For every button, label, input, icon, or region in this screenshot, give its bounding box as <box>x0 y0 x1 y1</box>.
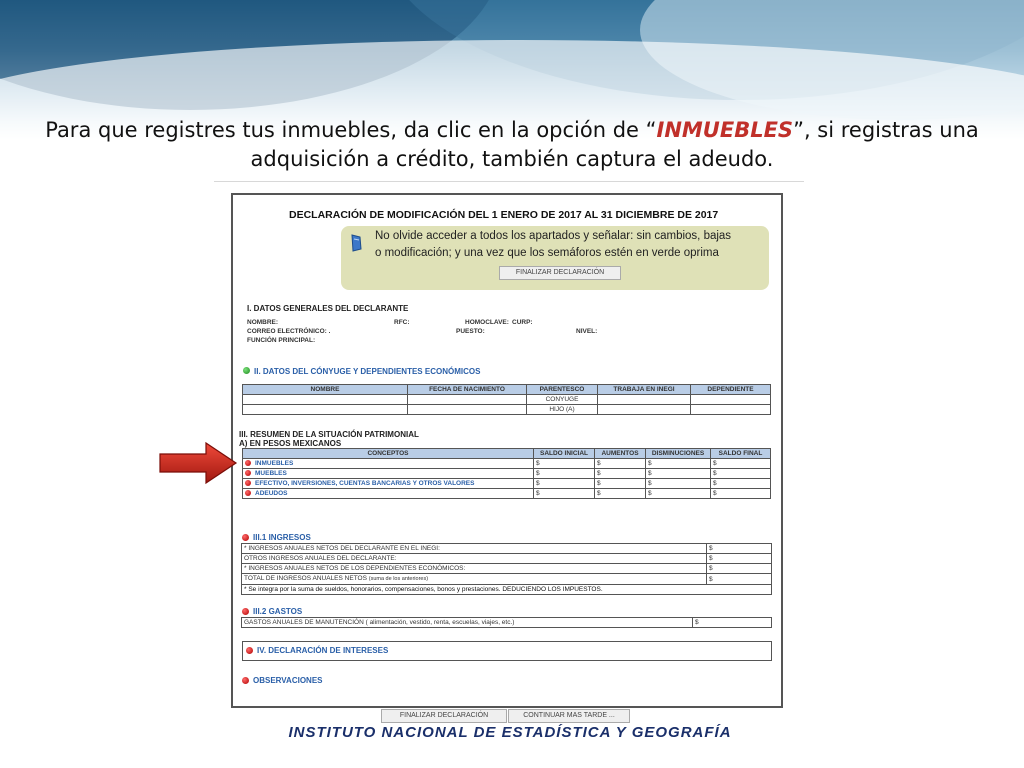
concept-label: EFECTIVO, INVERSIONES, CUENTAS BANCARIAS Y OTROS VALORES <box>255 480 475 487</box>
column-header: TRABAJA EN INEGI <box>598 385 691 395</box>
institution-footer: INSTITUTO NACIONAL DE ESTADÍSTICA Y GEOGRAFÍA <box>288 724 732 741</box>
cell: $ <box>711 479 771 489</box>
cell <box>691 405 771 415</box>
cell: CONYUGE <box>527 395 598 405</box>
cell <box>691 395 771 405</box>
cell: $ <box>646 459 711 469</box>
slide-instruction <box>40 116 984 174</box>
cell <box>408 405 527 415</box>
income-table <box>241 543 772 595</box>
cell: $ <box>707 554 772 564</box>
cell: $ <box>707 574 772 585</box>
cell: $ <box>534 459 595 469</box>
cell: $ <box>534 489 595 499</box>
table-row <box>243 479 771 489</box>
status-red-icon <box>245 490 251 496</box>
resumen-subheading: A) EN PESOS MEXICANOS <box>239 439 342 448</box>
continuar-mas-tarde-button[interactable]: CONTINUAR MAS TARDE ... <box>508 709 630 723</box>
intereses-section-link[interactable]: IV. DECLARACIÓN DE INTERESES <box>257 646 389 655</box>
table-row <box>243 395 771 405</box>
cell <box>243 405 408 415</box>
resumen-heading: III. RESUMEN DE LA SITUACIÓN PATRIMONIAL <box>239 430 419 439</box>
finalizar-declaracion-button[interactable]: FINALIZAR DECLARACIÓN <box>499 266 621 280</box>
info-icon <box>349 234 363 252</box>
title-divider <box>214 181 804 182</box>
column-header: DISMINUCIONES <box>646 449 711 459</box>
cell <box>242 574 707 585</box>
cell: $ <box>595 489 646 499</box>
table-row <box>243 469 771 479</box>
instruction-highlight: INMUEBLES <box>656 118 794 142</box>
cell: GASTOS ANUALES DE MANUTENCIÓN ( alimentación, vestido, renta, escuelas, viajes, etc.) <box>242 618 693 628</box>
status-red-icon <box>245 460 251 466</box>
table-row <box>243 459 771 469</box>
notice-line: o modificación; y una vez que los semáforos estén en verde oprima <box>375 247 719 259</box>
form-title: DECLARACIÓN DE MODIFICACIÓN DEL 1 ENERO DE 2017 AL 31 DICIEMBRE DE 2017 <box>289 209 719 221</box>
observaciones-section-link[interactable]: OBSERVACIONES <box>253 676 323 685</box>
instruction-text: Para que registres tus inmuebles, da clic en la opción de “ <box>45 118 657 142</box>
efectivo-link[interactable] <box>243 479 534 489</box>
total-label: TOTAL DE INGRESOS ANUALES NETOS <box>244 575 367 582</box>
cell: $ <box>707 564 772 574</box>
status-red-icon <box>242 534 249 541</box>
cell <box>598 405 691 415</box>
conyuge-section-link[interactable]: II. DATOS DEL CÓNYUGE Y DEPENDIENTES ECONÓMICOS <box>254 367 481 376</box>
funcion-label: FUNCIÓN PRINCIPAL: <box>247 337 316 344</box>
status-green-icon <box>243 367 250 374</box>
cell: $ <box>707 544 772 554</box>
table-row <box>242 554 772 564</box>
notice-line: No olvide acceder a todos los apartados y señalar: sin cambios, bajas <box>375 230 732 242</box>
column-header: SALDO INICIAL <box>534 449 595 459</box>
cell: $ <box>646 469 711 479</box>
cell: $ <box>646 489 711 499</box>
table-row <box>242 564 772 574</box>
table-row <box>242 574 772 585</box>
column-header: PARENTESCO <box>527 385 598 395</box>
nivel-label: NIVEL: <box>576 328 598 335</box>
rfc-label: RFC: <box>394 319 410 326</box>
status-red-icon <box>245 480 251 486</box>
cell: OTROS INGRESOS ANUALES DEL DECLARANTE: <box>242 554 707 564</box>
cell: * INGRESOS ANUALES NETOS DEL DECLARANTE EN EL INEGI: <box>242 544 707 554</box>
column-header: CONCEPTOS <box>243 449 534 459</box>
cell: $ <box>595 469 646 479</box>
cell: * Se integra por la suma de sueldos, honorarios, compensaciones, bonos y prestaciones. DEDUCIENDO LOS IMPUESTOS. <box>242 585 772 595</box>
curp-label: CURP: <box>512 319 533 326</box>
status-red-icon <box>246 647 253 654</box>
inmuebles-link[interactable] <box>243 459 534 469</box>
cell: $ <box>595 479 646 489</box>
concept-label: MUEBLES <box>255 470 287 477</box>
column-header: SALDO FINAL <box>711 449 771 459</box>
patrimonial-summary-table <box>242 448 771 499</box>
status-red-icon <box>242 608 249 615</box>
cell: $ <box>646 479 711 489</box>
dependents-table <box>242 384 771 415</box>
column-header: AUMENTOS <box>595 449 646 459</box>
table-row <box>243 489 771 499</box>
status-red-icon <box>242 677 249 684</box>
cell <box>598 395 691 405</box>
finalizar-declaracion-bottom-button[interactable]: FINALIZAR DECLARACIÓN <box>381 709 507 723</box>
cell <box>243 395 408 405</box>
puesto-label: PUESTO: <box>456 328 485 335</box>
cell: $ <box>711 489 771 499</box>
cell: $ <box>711 459 771 469</box>
gastos-section-link[interactable]: III.2 GASTOS <box>253 607 303 616</box>
table-row <box>242 618 772 628</box>
column-header: DEPENDIENTE <box>691 385 771 395</box>
total-note: (suma de los anteriores) <box>368 576 429 582</box>
table-row <box>243 405 771 415</box>
expenses-table <box>241 617 772 628</box>
adeudos-link[interactable] <box>243 489 534 499</box>
intereses-box <box>242 641 772 661</box>
pointer-arrow-icon <box>158 441 238 485</box>
instruction-text: ”, si registras una adquisición a crédito, también captura el adeudo. <box>250 118 979 171</box>
declaration-form-frame <box>231 193 783 708</box>
cell: $ <box>595 459 646 469</box>
cell: $ <box>534 469 595 479</box>
muebles-link[interactable] <box>243 469 534 479</box>
notice-box <box>341 226 769 290</box>
correo-label: CORREO ELECTRÓNICO: . <box>247 328 331 335</box>
status-red-icon <box>245 470 251 476</box>
table-row <box>242 544 772 554</box>
cell: HIJO (A) <box>527 405 598 415</box>
column-header: FECHA DE NACIMIENTO <box>408 385 527 395</box>
notice-text <box>375 228 731 262</box>
cell: $ <box>693 618 772 628</box>
column-header: NOMBRE <box>243 385 408 395</box>
cell <box>408 395 527 405</box>
table-row <box>242 585 772 595</box>
nombre-label: NOMBRE: <box>247 319 279 326</box>
general-data-heading: I. DATOS GENERALES DEL DECLARANTE <box>247 304 409 313</box>
cell: $ <box>534 479 595 489</box>
cell: $ <box>711 469 771 479</box>
ingresos-section-link[interactable]: III.1 INGRESOS <box>253 533 311 542</box>
homoclave-label: HOMOCLAVE: <box>465 319 509 326</box>
cell: * INGRESOS ANUALES NETOS DE LOS DEPENDIENTES ECONÓMICOS: <box>242 564 707 574</box>
concept-label: ADEUDOS <box>255 490 288 497</box>
concept-label: INMUEBLES <box>255 460 294 467</box>
